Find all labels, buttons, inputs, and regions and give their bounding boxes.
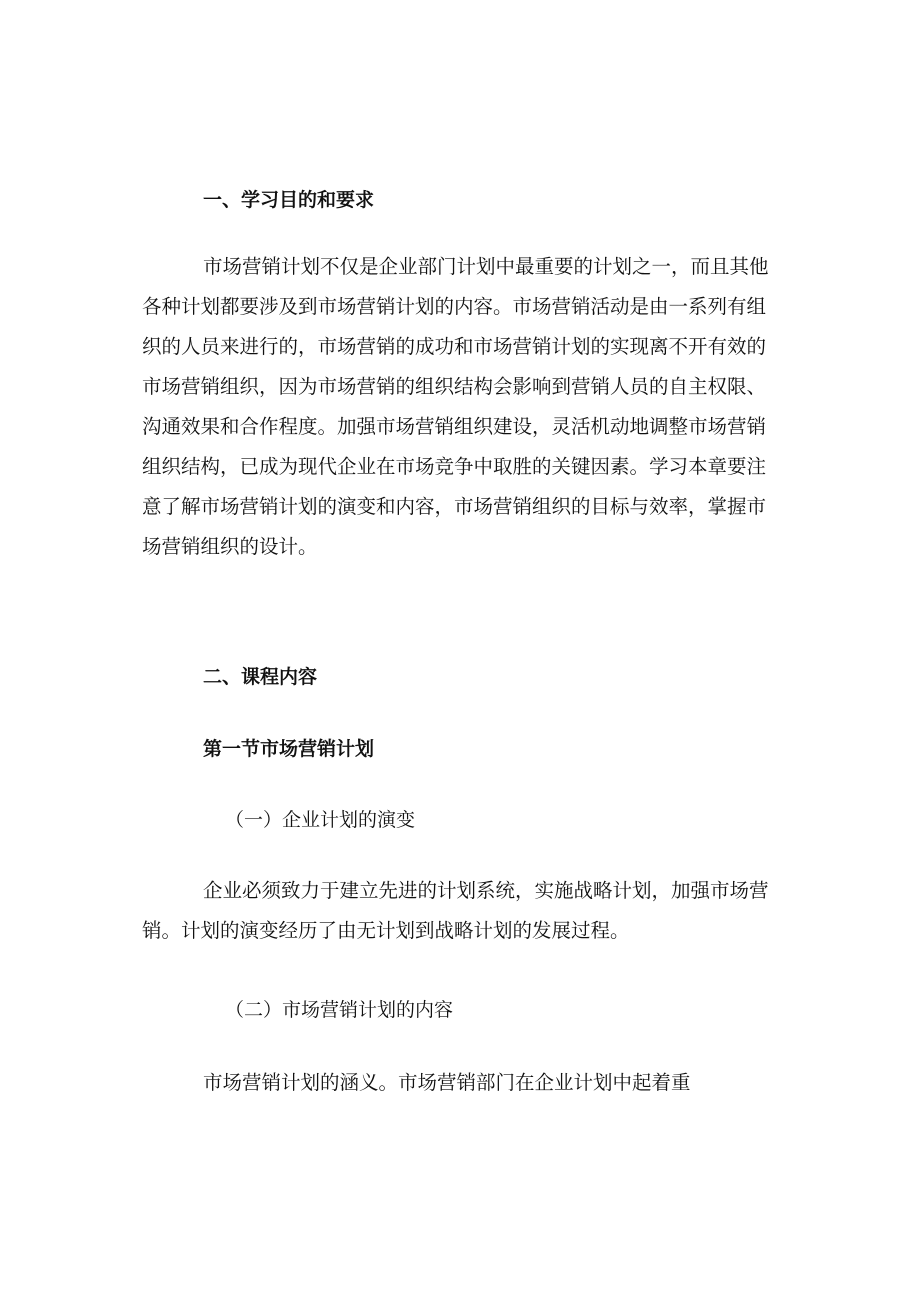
plan-content-paragraph xyxy=(142,1063,782,1103)
section-heading-course-content: 二、课程内容 xyxy=(203,666,318,688)
paragraph-line: 企业必须致力于建立先进的计划系统，实施战略计划，加强市场营 xyxy=(203,879,769,902)
paragraph-line: 沟通效果和合作程度。加强市场营销组织建设，灵活机动地调整市场营销 xyxy=(142,415,767,438)
paragraph-line: 市场营销计划的涵义。市场营销部门在企业计划中起着重 xyxy=(203,1071,691,1094)
subsection-title-plan-content: （二）市场营销计划的内容 xyxy=(225,999,454,1021)
paragraph-line: 场营销组织的设计。 xyxy=(142,535,318,558)
paragraph-line: 市场营销计划不仅是企业部门计划中最重要的计划之一，而且其他 xyxy=(203,255,769,278)
paragraph-line: 各种计划都要涉及到市场营销计划的内容。市场营销活动是由一系列有组 xyxy=(142,295,767,318)
plan-evolution-paragraph xyxy=(142,871,782,951)
subsection-title-plan-evolution: （一）企业计划的演变 xyxy=(225,809,416,831)
paragraph-line: 组织结构，已成为现代企业在市场竞争中取胜的关键因素。学习本章要注 xyxy=(142,455,767,478)
paragraph-line: 意了解市场营销计划的演变和内容，市场营销组织的目标与效率，掌握市 xyxy=(142,495,767,518)
paragraph-line: 市场营销组织，因为市场营销的组织结构会影响到营销人员的自主权限、 xyxy=(142,375,767,398)
section-heading-learning-goals: 一、学习目的和要求 xyxy=(203,189,375,211)
chapter-title: 第一节市场营销计划 xyxy=(203,738,375,760)
learning-goals-paragraph xyxy=(142,247,782,567)
paragraph-line: 织的人员来进行的，市场营销的成功和市场营销计划的实现离不开有效的 xyxy=(142,335,767,358)
paragraph-line: 销。计划的演变经历了由无计划到战略计划的发展过程。 xyxy=(142,919,630,942)
